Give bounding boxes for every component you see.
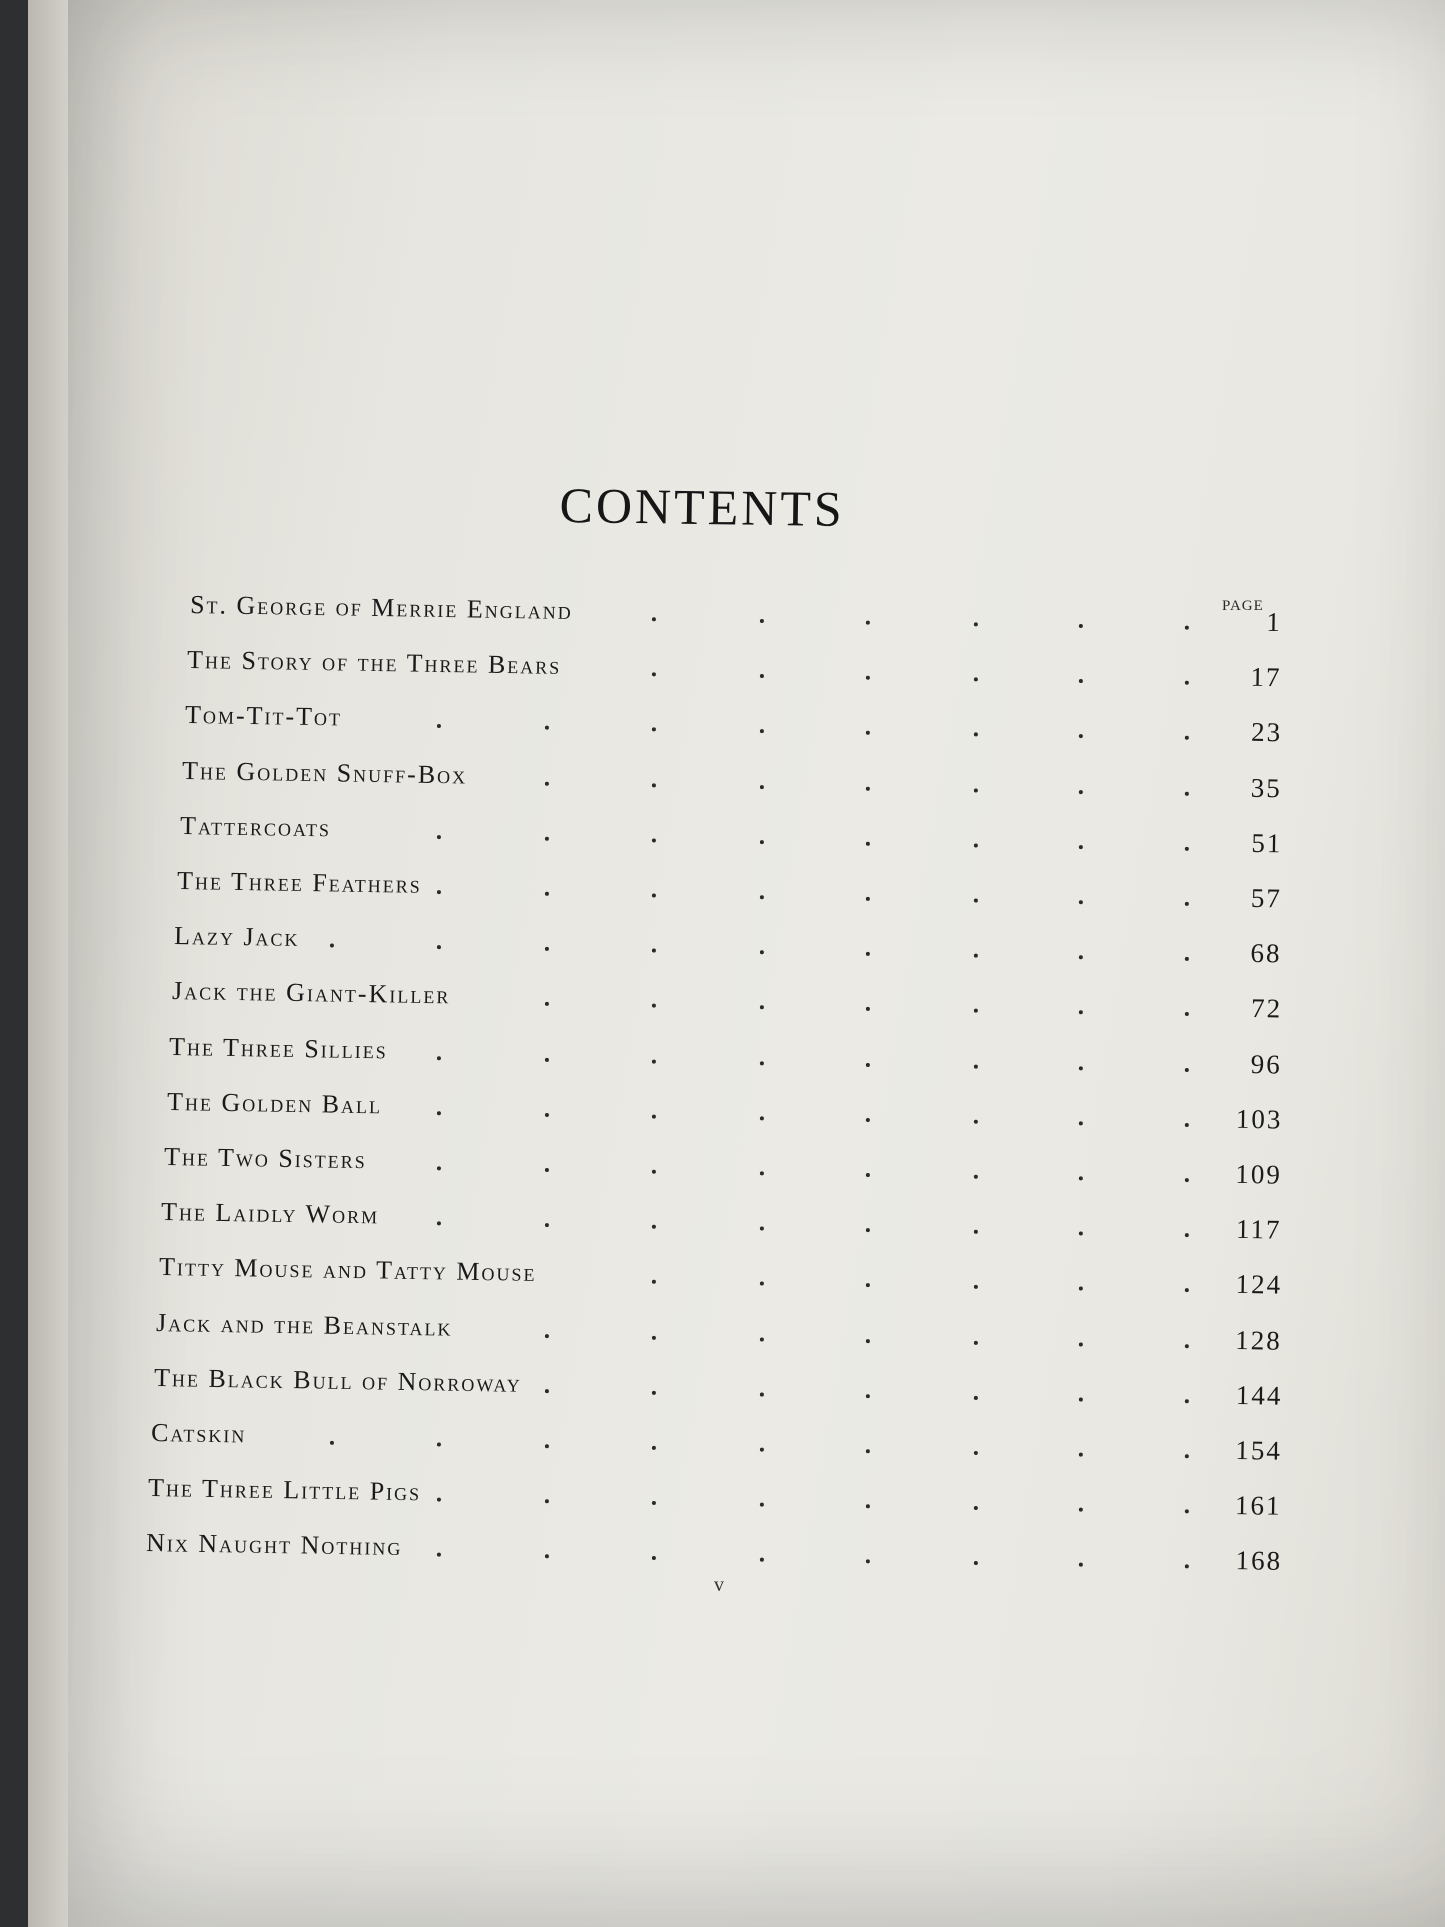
leader-dot: [866, 1283, 870, 1287]
leader-dot: [1185, 1012, 1189, 1016]
toc-entry-page-number: 124: [1235, 1269, 1283, 1301]
leader-dot: [652, 1391, 656, 1395]
leader-dot: [974, 788, 978, 792]
leader-dot: [760, 1448, 764, 1452]
leader-dot: [1185, 1509, 1189, 1513]
leader-dot: [974, 899, 978, 903]
toc-entry: [164, 1142, 1282, 1200]
leader-dot: [760, 1061, 764, 1065]
leader-dot: [1079, 1397, 1083, 1401]
toc-entry-title: The Golden Ball: [166, 1086, 382, 1120]
leader-dot: [974, 733, 978, 737]
leader-dot: [866, 621, 870, 625]
leader-dot: [866, 1394, 870, 1398]
leader-dot: [1185, 957, 1189, 961]
leader-dot: [545, 1389, 549, 1393]
leader-dot: [760, 1171, 764, 1175]
leader-dot: [545, 1223, 549, 1227]
leader-dot: [866, 952, 870, 956]
toc-entry-page-number: 128: [1235, 1324, 1283, 1356]
leader-dot: [1079, 955, 1083, 959]
toc-entry-title: Titty Mouse and Tatty Mouse: [158, 1252, 537, 1288]
leader-dot: [652, 838, 656, 842]
leader-dot: [330, 1441, 334, 1445]
toc-entry-page-number: 103: [1235, 1103, 1283, 1135]
toc-entry: [179, 811, 1282, 868]
toc-entry: [171, 976, 1282, 1033]
leader-dot: [866, 842, 870, 846]
toc-entry-page-number: 17: [1250, 661, 1283, 693]
leader-dot: [437, 835, 441, 839]
toc-entry-title: Tom-Tit-Tot: [184, 700, 343, 732]
leader-dot: [866, 1118, 870, 1122]
leader-dot: [652, 1280, 656, 1284]
leader-dot: [1185, 1399, 1189, 1403]
leader-dot: [974, 1561, 978, 1565]
toc-entry-title: The Black Bull of Norroway: [153, 1362, 522, 1398]
toc-entry-page-number: 109: [1235, 1158, 1283, 1190]
leader-dot: [652, 617, 656, 621]
toc-entry-title: Jack the Giant-Killer: [171, 976, 451, 1010]
toc-entry-title: Tattercoats: [179, 810, 331, 843]
toc-entry-title: The Three Little Pigs: [148, 1473, 422, 1507]
leader-dot: [545, 947, 549, 951]
toc-entry-page-number: 161: [1235, 1490, 1283, 1521]
leader-dot: [545, 726, 549, 730]
leader-dot: [652, 1556, 656, 1560]
toc-entry-title: The Three Feathers: [176, 866, 423, 899]
leader-dot: [437, 890, 441, 894]
toc-entry-title: Nix Naught Nothing: [145, 1528, 403, 1562]
leader-dot: [545, 1057, 549, 1061]
toc-entry-title: Lazy Jack: [174, 921, 301, 953]
leader-dot: [760, 674, 764, 678]
leader-dot: [974, 843, 978, 847]
toc-entry: [182, 756, 1282, 813]
leader-dot: [760, 1337, 764, 1341]
toc-entry: [190, 590, 1282, 647]
leader-dot: [545, 892, 549, 896]
toc-entry-page-number: 168: [1235, 1545, 1283, 1577]
leader-dot: [974, 1175, 978, 1179]
leader-dot: [866, 1339, 870, 1343]
leader-dot: [866, 1228, 870, 1232]
leader-dot: [1079, 1176, 1083, 1180]
leader-dot: [437, 1442, 441, 1446]
leader-dot: [760, 1392, 764, 1396]
leader-dot: [1079, 624, 1083, 628]
toc-entry: [148, 1473, 1282, 1531]
leader-dot: [437, 1056, 441, 1060]
leader-dot: [652, 1114, 656, 1118]
toc-entry-title: The Two Sisters: [163, 1142, 368, 1175]
leader-dot: [545, 781, 549, 785]
leader-dot: [974, 1451, 978, 1455]
leader-dot: [652, 1501, 656, 1505]
leader-dot: [1185, 1454, 1189, 1458]
toc-entry-title: The Story of the Three Bears: [187, 645, 562, 681]
toc-entry-page-number: 57: [1250, 882, 1283, 914]
toc-entry-page-number: 35: [1250, 772, 1283, 803]
leader-dot: [1079, 1508, 1083, 1512]
toc-entry: [187, 645, 1282, 702]
leader-dot: [545, 1168, 549, 1172]
leader-dot: [760, 1227, 764, 1231]
leader-dot: [652, 1004, 656, 1008]
leader-dot: [974, 1396, 978, 1400]
leader-dot: [866, 731, 870, 735]
leader-dot: [974, 1285, 978, 1289]
leader-dot: [866, 1504, 870, 1508]
leader-dot: [866, 1449, 870, 1453]
toc-entry: [174, 921, 1282, 978]
leader-dot: [437, 945, 441, 949]
leader-dot: [760, 1006, 764, 1010]
toc-entry-page-number: 68: [1250, 938, 1283, 969]
toc-entry: [156, 1308, 1282, 1366]
leader-dot: [760, 950, 764, 954]
leader-dot: [1079, 1232, 1083, 1236]
leader-dot: [1079, 790, 1083, 794]
leader-dot: [760, 895, 764, 899]
toc-entry: [153, 1363, 1282, 1421]
leader-dot: [1185, 626, 1189, 630]
toc-entry-title: The Laidly Worm: [161, 1197, 380, 1230]
leader-dot: [1185, 1178, 1189, 1182]
leader-dot: [974, 1340, 978, 1344]
toc-entry: [184, 700, 1282, 757]
leader-dot: [1185, 681, 1189, 685]
leader-dot: [760, 1116, 764, 1120]
leader-dot: [437, 1553, 441, 1557]
leader-dot: [545, 1499, 549, 1503]
toc-entry: [158, 1252, 1282, 1310]
leader-dot: [974, 1230, 978, 1234]
toc-entry: [169, 1032, 1282, 1089]
leader-dot: [545, 1555, 549, 1559]
leader-dot: [1185, 902, 1189, 906]
leader-dot: [974, 1009, 978, 1013]
toc-entry: [161, 1197, 1282, 1255]
leader-dot: [1079, 1121, 1083, 1125]
leader-dot: [760, 785, 764, 789]
leader-dot: [1185, 791, 1189, 795]
leader-dot: [866, 1007, 870, 1011]
leader-dot: [974, 1119, 978, 1123]
leader-dot: [652, 728, 656, 732]
toc-entry: [166, 1087, 1282, 1145]
leader-dot: [866, 897, 870, 901]
toc-entry-page-number: 96: [1250, 1048, 1283, 1080]
leader-dot: [1185, 1344, 1189, 1348]
leader-dot: [1079, 1287, 1083, 1291]
leader-dot: [1079, 1066, 1083, 1070]
leader-dot: [760, 840, 764, 844]
toc-entry-page-number: 23: [1250, 717, 1283, 748]
leader-dot: [437, 724, 441, 728]
toc-entry-page-number: 1: [1266, 606, 1283, 638]
leader-dot: [1079, 679, 1083, 683]
leader-dot: [760, 1282, 764, 1286]
leader-dot: [652, 1059, 656, 1063]
leader-dot: [760, 1503, 764, 1507]
leader-dot: [545, 1113, 549, 1117]
page-column-label: PAGE: [1222, 598, 1264, 614]
leader-dot: [545, 1334, 549, 1338]
leader-dot: [974, 1506, 978, 1510]
toc-entry-title: Catskin: [150, 1418, 247, 1449]
leader-dot: [652, 1335, 656, 1339]
leader-dot: [652, 1225, 656, 1229]
toc-entry: [177, 866, 1282, 923]
leader-dot: [1185, 1233, 1189, 1237]
toc-entry: [151, 1418, 1282, 1476]
leader-dot: [866, 676, 870, 680]
leader-dot: [652, 672, 656, 676]
leader-dot: [652, 1170, 656, 1174]
leader-dot: [1185, 1068, 1189, 1072]
toc-entry-page-number: 154: [1235, 1435, 1283, 1466]
leader-dot: [437, 1111, 441, 1115]
leader-dot: [652, 1446, 656, 1450]
leader-dot: [437, 1166, 441, 1170]
leader-dot: [545, 1444, 549, 1448]
leader-dot: [760, 1558, 764, 1562]
leader-dot: [1079, 1342, 1083, 1346]
leader-dot: [974, 622, 978, 626]
leader-dot: [545, 837, 549, 841]
leader-dot: [1079, 1453, 1083, 1457]
toc-entry-title: St. George of Merrie England: [189, 590, 574, 626]
leader-dot: [1079, 734, 1083, 738]
leader-dot: [866, 1063, 870, 1067]
page-number-folio: v: [714, 1574, 724, 1596]
leader-dot: [437, 1222, 441, 1226]
toc-entry-page-number: 144: [1235, 1379, 1283, 1411]
leader-dot: [1185, 847, 1189, 851]
toc-entry-page-number: 72: [1250, 993, 1283, 1024]
leader-dot: [437, 1498, 441, 1502]
leader-dot: [866, 786, 870, 790]
leader-dot: [974, 678, 978, 682]
leader-dot: [1185, 1123, 1189, 1127]
leader-dot: [1185, 1289, 1189, 1293]
leader-dot: [652, 783, 656, 787]
leader-dot: [866, 1173, 870, 1177]
leader-dot: [1079, 1011, 1083, 1015]
leader-dot: [652, 893, 656, 897]
leader-dot: [974, 954, 978, 958]
toc-entry-title: Jack and the Beanstalk: [156, 1307, 453, 1342]
leader-dot: [760, 619, 764, 623]
leader-dot: [1079, 900, 1083, 904]
leader-dot: [330, 944, 334, 948]
page-title: CONTENTS: [559, 476, 846, 537]
leader-dot: [760, 729, 764, 733]
leader-dot: [1079, 845, 1083, 849]
toc-entry-title: The Three Sillies: [169, 1031, 389, 1065]
leader-dot: [1079, 1563, 1083, 1567]
toc-entry-page-number: 51: [1250, 827, 1283, 859]
toc-entry-page-number: 117: [1236, 1214, 1283, 1245]
leader-dot: [1185, 1565, 1189, 1569]
leader-dot: [974, 1064, 978, 1068]
leader-dot: [866, 1560, 870, 1564]
toc-entry-title: The Golden Snuff-Box: [182, 755, 468, 790]
leader-dot: [652, 949, 656, 953]
leader-dot: [545, 1002, 549, 1006]
leader-dot: [1185, 736, 1189, 740]
